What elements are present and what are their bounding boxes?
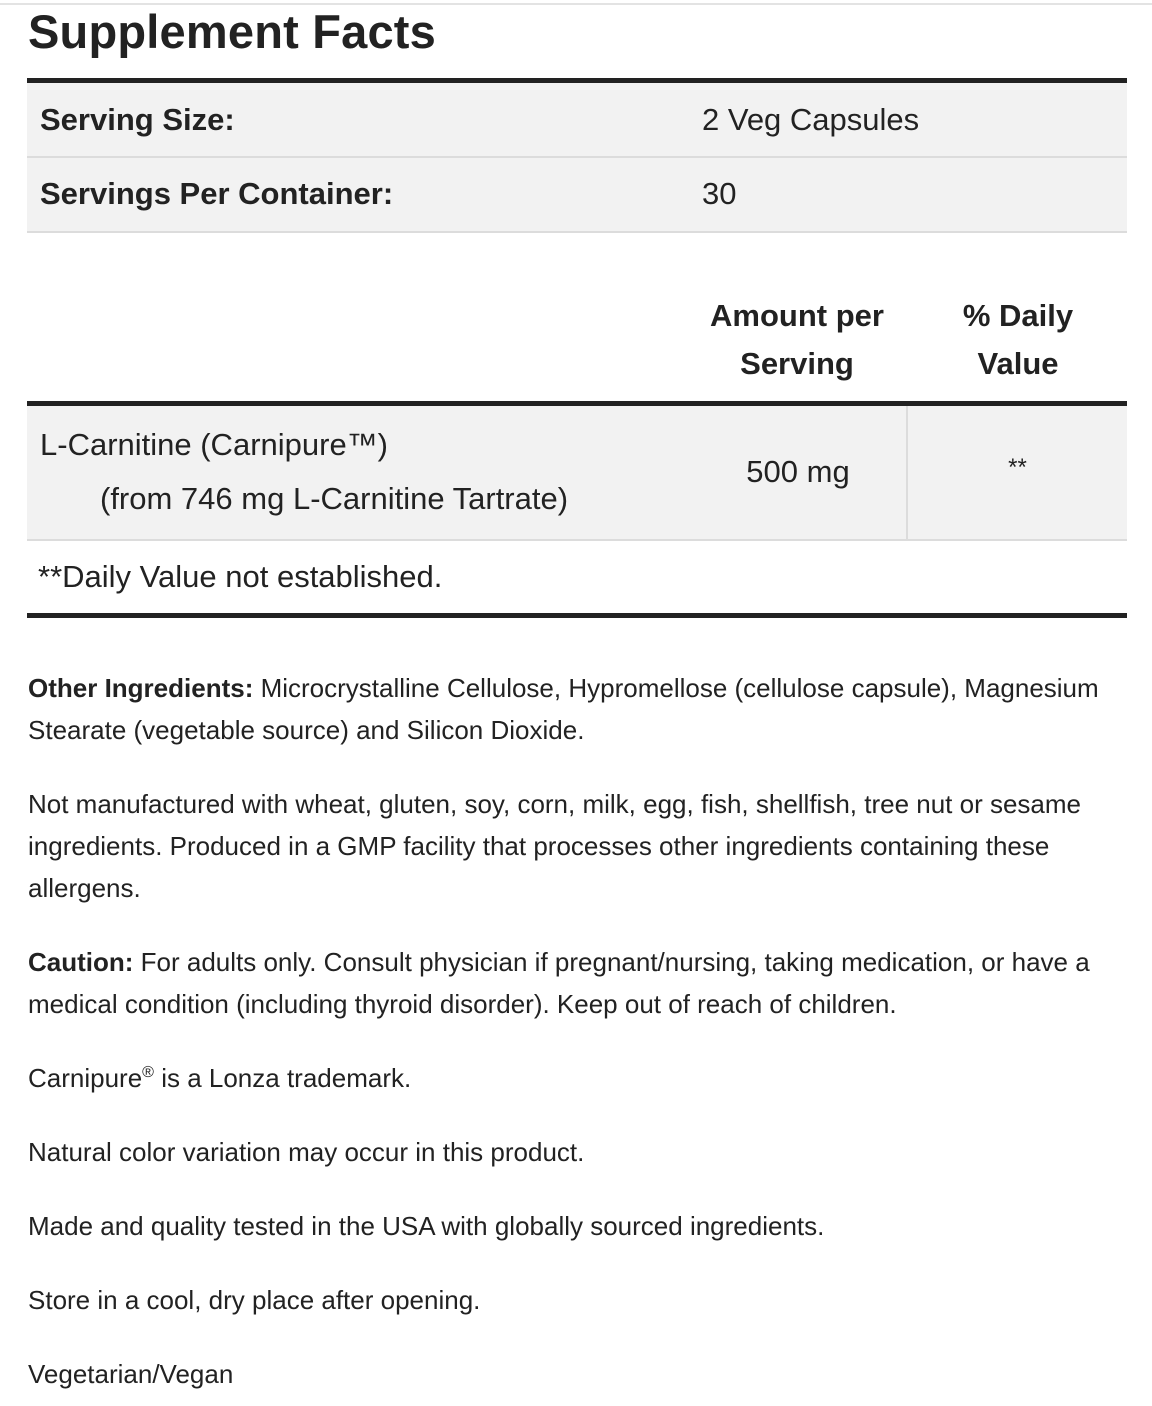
ingredient-amount: 500 mg — [746, 454, 850, 489]
amount-per-serving-header: Amount per Serving — [710, 298, 884, 381]
serving-size-value: 2 Veg Capsules — [702, 102, 920, 137]
daily-value-footnote: **Daily Value not established. — [38, 559, 443, 594]
allergen-statement: Not manufactured with wheat, gluten, soy, corn, milk, egg, fish, shellfish, tree nut or sesame ingredients. Produced in a GMP facility that processes other ingredients containing these allergens. — [28, 789, 1082, 903]
trademark-brand: Carnipure — [28, 1063, 143, 1093]
table-bottom-rule — [27, 613, 1127, 618]
row-divider — [27, 539, 1127, 541]
servings-per-container-label: Servings Per Container: — [40, 176, 394, 211]
daily-value-header: % Daily Value — [962, 298, 1074, 381]
made-in-usa-note: Made and quality tested in the USA with globally sourced ingredients. — [28, 1211, 825, 1241]
page-title: Supplement Facts — [28, 5, 437, 58]
ingredient-source: (from 746 mg L-Carnitine Tartrate) — [100, 481, 569, 516]
trademark-statement — [28, 1057, 1118, 1099]
storage-note: Store in a cool, dry place after opening. — [28, 1285, 481, 1315]
caution-statement — [28, 941, 1118, 1025]
ingredient-daily-value: ** — [1008, 454, 1027, 481]
serving-size-label: Serving Size: — [40, 102, 235, 137]
color-variation-note: Natural color variation may occur in this product. — [28, 1137, 585, 1167]
servings-per-container-value: 30 — [702, 176, 737, 211]
other-ingredients — [28, 667, 1118, 751]
other-ingredients-text: Microcrystalline Cellulose, Hypromellose (cellulose capsule), Magnesium Stearate (vegetable source) and Silicon Dioxide. — [28, 673, 1099, 745]
registered-mark: ® — [142, 1064, 154, 1081]
ingredient-name: L-Carnitine (Carnipure™) — [40, 427, 389, 462]
other-ingredients-label: Other Ingredients: — [28, 673, 254, 703]
caution-text: For adults only. Consult physician if pregnant/nursing, taking medication, or have a medical condition (including thyroid disorder). Keep out of reach of children. — [28, 947, 1090, 1019]
vegetarian-vegan-note: Vegetarian/Vegan — [28, 1359, 234, 1389]
trademark-text: is a Lonza trademark. — [153, 1063, 412, 1093]
caution-label: Caution: — [28, 947, 134, 977]
row-divider — [27, 231, 1127, 233]
